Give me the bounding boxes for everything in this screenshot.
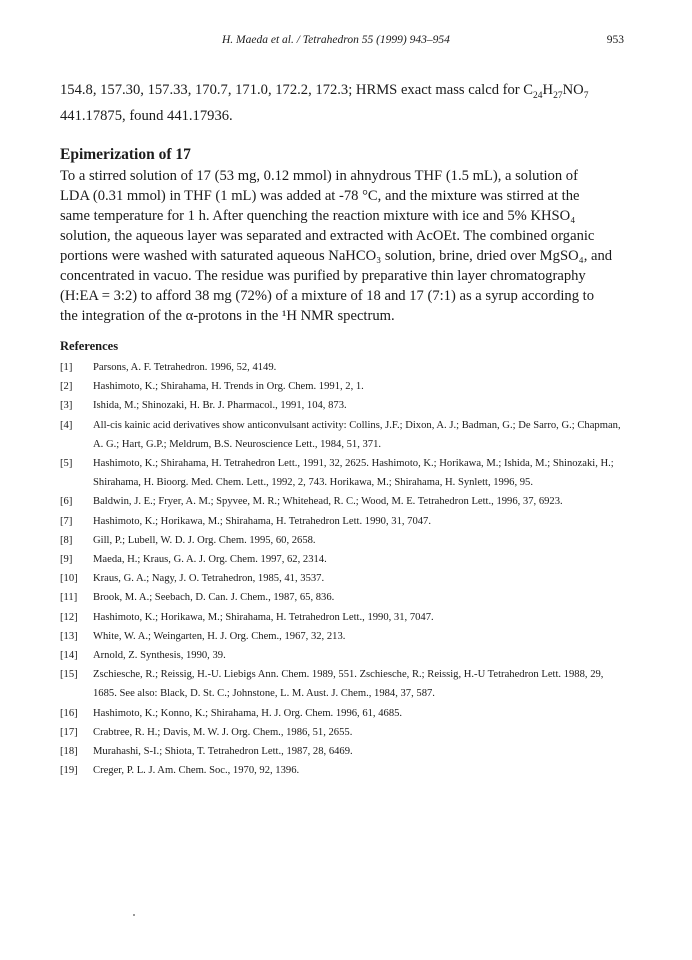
formula-subscript: 24 xyxy=(533,90,543,101)
reference-item xyxy=(60,608,650,627)
paragraph-line: solution, the aqueous layer was separated and extracted with AcOEt. The combined organic xyxy=(60,228,595,244)
reference-text: Hashimoto, K.; Konno, K.; Shirahama, H. J. Org. Chem. 1996, 61, 4685. xyxy=(93,707,403,719)
reference-text: Kraus, G. A.; Nagy, J. O. Tetrahedron, 1985, 41, 3537. xyxy=(93,573,325,585)
continuation-line xyxy=(60,80,636,106)
reference-number: [5] xyxy=(60,458,73,470)
continuation-paragraph xyxy=(60,80,636,126)
reference-item xyxy=(60,512,650,531)
reference-number: [13] xyxy=(60,630,78,642)
reference-text: Murahashi, S-I.; Shiota, T. Tetrahedron Lett., 1987, 28, 6469. xyxy=(93,746,353,758)
reference-item xyxy=(60,588,650,607)
paragraph-line: portions were washed with saturated aqueous NaHCO₃ solution, brine, dried over MgSO₄, and xyxy=(60,248,613,264)
formula-subscript: 27 xyxy=(553,90,563,101)
reference-number: [18] xyxy=(60,746,78,758)
reference-continuation: 1685. See also: Black, D. St. C.; Johnstone, L. M. Aust. J. Chem., 1984, 37, 587. xyxy=(93,688,435,700)
paragraph-line: LDA (0.31 mmol) in THF (1 mL) was added at -78 °C, and the mixture was stirred at the xyxy=(60,188,580,204)
reference-item xyxy=(60,646,650,665)
reference-text: Gill, P.; Lubell, W. D. J. Org. Chem. 1995, 60, 2658. xyxy=(93,534,316,546)
formula-subscript: 7 xyxy=(583,90,589,101)
reference-number: [16] xyxy=(60,707,78,719)
reference-item xyxy=(60,454,650,473)
reference-number: [9] xyxy=(60,554,73,566)
reference-text: Hashimoto, K.; Horikawa, M.; Shirahama, H. Tetrahedron Lett., 1990, 31, 7047. xyxy=(93,611,434,623)
reference-item xyxy=(60,396,650,415)
reference-number: [14] xyxy=(60,650,78,662)
continuation-line: 441.17875, found 441.17936. xyxy=(60,107,233,124)
paragraph-line: concentrated in vacuo. The residue was purified by preparative thin layer chromatography xyxy=(60,268,586,284)
reference-text: Parsons, A. F. Tetrahedron. 1996, 52, 4149. xyxy=(93,362,277,373)
reference-item xyxy=(60,550,650,569)
reference-text: Ishida, M.; Shinozaki, H. Br. J. Pharmacol., 1991, 104, 873. xyxy=(93,400,347,412)
reference-text: Hashimoto, K.; Horikawa, M.; Shirahama, H. Tetrahedron Lett. 1990, 31, 7047. xyxy=(93,515,432,527)
paragraph-line: same temperature for 1 h. After quenching the reaction mixture with ice and 5% KHSO₄ xyxy=(60,208,576,224)
paragraph-line: (H:EA = 3:2) to afford 38 mg (72%) of a mixture of 18 and 17 (7:1) as a syrup according to xyxy=(60,288,595,304)
references-heading: References xyxy=(60,339,119,353)
running-head: H. Maeda et al. / Tetrahedron 55 (1999) 943–954 xyxy=(222,34,450,46)
reference-item xyxy=(60,377,650,396)
reference-text: Arnold, Z. Synthesis, 1990, 39. xyxy=(93,650,226,662)
reference-text: Zschiesche, R.; Reissig, H.-U. Liebigs Ann. Chem. 1989, 551. Zschiesche, R.; Reissig, H.-U Tetrahedron Lett. 1988, 29, xyxy=(93,669,604,681)
formula-part: NO xyxy=(562,82,584,98)
reference-text: Brook, M. A.; Seebach, D. Can. J. Chem., 1987, 65, 836. xyxy=(93,592,335,604)
reference-number: [2] xyxy=(60,381,73,393)
section-heading: Epimerization of 17 xyxy=(60,146,191,163)
reference-text: Hashimoto, K.; Shirahama, H. Tetrahedron Lett., 1991, 32, 2625. Hashimoto, K.; Horikawa, M.; Ishida, M.; Shinozaki, H.; xyxy=(93,458,614,470)
reference-number: [8] xyxy=(60,534,73,546)
procedure-paragraph xyxy=(60,166,636,326)
reference-number: [17] xyxy=(60,726,78,738)
reference-item xyxy=(60,531,650,550)
reference-text: Baldwin, J. E.; Fryer, A. M.; Spyvee, M. R.; Whitehead, R. C.; Wood, M. E. Tetrahedron Lett., 1996, 37, 6923. xyxy=(93,496,563,508)
reference-number: [10] xyxy=(60,573,78,585)
reference-item xyxy=(60,627,650,646)
reference-continuation: A. G.; Hart, G.P.; Meldrum, B.S. Neuroscience Lett., 1984, 51, 371. xyxy=(93,438,382,450)
reference-item xyxy=(60,704,650,723)
reference-number: [12] xyxy=(60,611,78,623)
reference-number: [4] xyxy=(60,419,73,431)
running-header xyxy=(0,34,692,50)
reference-text: Creger, P. L. J. Am. Chem. Soc., 1970, 92, 1396. xyxy=(93,765,300,777)
reference-item xyxy=(60,742,650,761)
reference-item xyxy=(60,761,650,780)
reference-text: Hashimoto, K.; Shirahama, H. Trends in Org. Chem. 1991, 2, 1. xyxy=(93,381,364,393)
reference-number: [11] xyxy=(60,592,78,604)
reference-item xyxy=(60,416,650,435)
continuation-text: 154.8, 157.30, 157.33, 170.7, 171.0, 172.2, 172.3; HRMS exact mass calcd for C xyxy=(60,82,534,98)
reference-number: [7] xyxy=(60,515,73,527)
reference-item xyxy=(60,723,650,742)
reference-text: Crabtree, R. H.; Davis, M. W. J. Org. Chem., 1986, 51, 2655. xyxy=(93,726,353,738)
reference-text: All-cis kainic acid derivatives show anticonvulsant activity: Collins, J.F.; Dixon, A. J.; Badman, G.; De Sarro, G.; Chapman, xyxy=(93,419,621,431)
reference-item xyxy=(60,665,650,684)
reference-number: [19] xyxy=(60,765,78,777)
page-number: 953 xyxy=(606,34,624,46)
reference-text: White, W. A.; Weingarten, H. J. Org. Chem., 1967, 32, 213. xyxy=(93,630,346,642)
reference-number: [3] xyxy=(60,400,73,412)
reference-number: [6] xyxy=(60,496,73,508)
reference-text: Maeda, H.; Kraus, G. A. J. Org. Chem. 1997, 62, 2314. xyxy=(93,554,327,566)
reference-item xyxy=(60,569,650,588)
reference-item xyxy=(60,358,650,377)
reference-item xyxy=(60,492,650,511)
reference-list xyxy=(60,358,650,780)
reference-number: [15] xyxy=(60,669,78,681)
formula-part: H xyxy=(542,82,554,98)
paragraph-line: To a stirred solution of 17 (53 mg, 0.12 mmol) in ahnydrous THF (1.5 mL), a solution of xyxy=(60,168,578,184)
paragraph-line: the integration of the α-protons in the ¹H NMR spectrum. xyxy=(60,308,395,324)
scan-speck xyxy=(133,914,135,916)
reference-number: [1] xyxy=(60,362,73,373)
reference-continuation: Shirahama, H. Bioorg. Med. Chem. Lett., 1992, 2, 743. Horikawa, M.; Shirahama, H. Synlett, 1996, 95. xyxy=(93,477,533,489)
